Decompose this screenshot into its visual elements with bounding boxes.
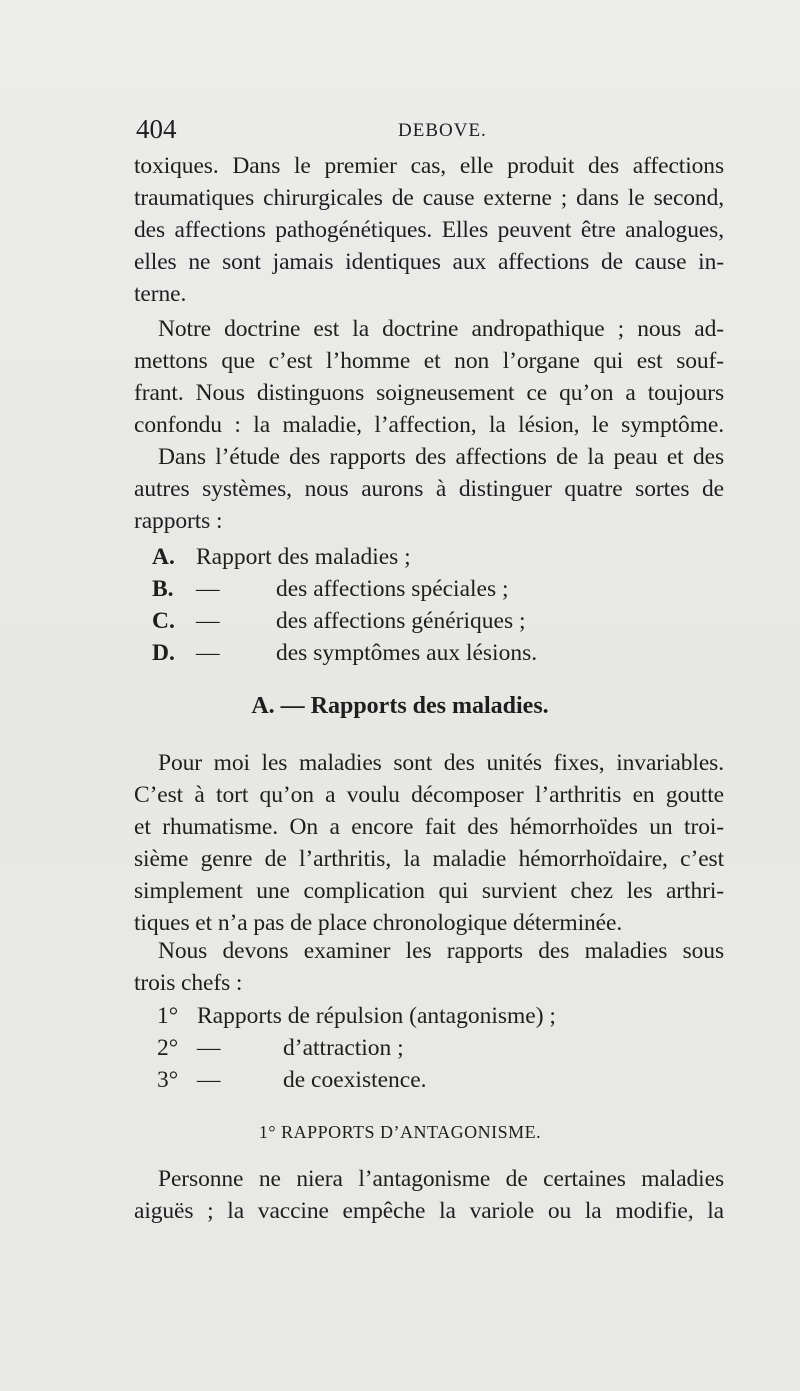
- item-text: d’attraction ;: [283, 1035, 404, 1061]
- text-line: aiguës ; la vaccine empêche la variole ou la modifie, la: [134, 1198, 724, 1224]
- text-line: Notre doctrine est la doctrine andropathique ; nous ad-: [158, 316, 724, 342]
- list-text: des symptômes aux lésions.: [276, 640, 538, 666]
- text-line: rapports :: [134, 508, 223, 534]
- item-dash: —: [197, 1035, 221, 1061]
- paragraph-6: [134, 1163, 724, 1227]
- page-header: [136, 114, 722, 150]
- paragraph-2: [134, 313, 724, 441]
- text-line: Personne ne niera l’antagonisme de certaines maladies: [158, 1166, 724, 1192]
- subsection-heading: 1° RAPPORTS D’ANTAGONISME.: [258, 1122, 542, 1142]
- list-text: Rapport des maladies ;: [196, 544, 411, 570]
- list-item-c: [152, 608, 526, 635]
- list-text: des affections spéciales ;: [276, 576, 509, 602]
- text-line: trois chefs :: [134, 970, 243, 996]
- text-line: Dans l’étude des rapports des affections de la peau et des: [158, 444, 724, 470]
- paragraph-3: [134, 441, 724, 537]
- section-heading: A. — Rapports des maladies.: [251, 693, 549, 719]
- item-number: 3°: [157, 1067, 179, 1093]
- text-line: terne.: [134, 281, 187, 307]
- list-dash: —: [196, 576, 220, 602]
- running-head: DEBOVE.: [398, 120, 487, 141]
- list-item-a: [152, 544, 411, 571]
- page-number: 404: [136, 114, 177, 144]
- list-letter: A.: [152, 544, 175, 570]
- numbered-item-1: [157, 1003, 556, 1030]
- text-line: tiques et n’a pas de place chronologique déterminée.: [134, 910, 623, 936]
- list-letter: C.: [152, 608, 175, 634]
- text-line: autres systèmes, nous aurons à distinguer quatre sortes de: [134, 476, 724, 502]
- text-line: Pour moi les maladies sont des unités fixes, invariables.: [158, 750, 724, 776]
- item-text: Rapports de répulsion (antagonisme) ;: [197, 1003, 556, 1029]
- text-line: sième genre de l’arthritis, la maladie hémorrhoïdaire, c’est: [134, 846, 724, 872]
- paragraph-1: [134, 150, 724, 310]
- text-line: toxiques. Dans le premier cas, elle produit des affections: [134, 153, 724, 179]
- text-line: mettons que c’est l’homme et non l’organe qui est souf-: [134, 348, 724, 374]
- text-line: traumatiques chirurgicales de cause externe ; dans le second,: [134, 185, 724, 211]
- text-line: elles ne sont jamais identiques aux affections de cause in-: [134, 249, 724, 275]
- text-line: frant. Nous distinguons soigneusement ce qu’on a toujours: [134, 380, 724, 406]
- list-letter: D.: [152, 640, 175, 666]
- list-item-b: [152, 576, 509, 603]
- item-dash: —: [197, 1067, 221, 1093]
- numbered-item-2: [157, 1035, 404, 1062]
- item-number: 2°: [157, 1035, 179, 1061]
- item-text: de coexistence.: [283, 1067, 427, 1093]
- text-line: simplement une complication qui survient chez les arthri-: [134, 878, 724, 904]
- text-line: confondu : la maladie, l’affection, la lésion, le symptôme.: [134, 412, 724, 438]
- list-dash: —: [196, 608, 220, 634]
- text-line: et rhumatisme. On a encore fait des hémorrhoïdes un troi-: [134, 814, 724, 840]
- item-number: 1°: [157, 1003, 179, 1029]
- text-line: C’est à tort qu’on a voulu décomposer l’arthritis en goutte: [134, 782, 724, 808]
- numbered-item-3: [157, 1067, 427, 1094]
- text-line: Nous devons examiner les rapports des maladies sous: [158, 938, 724, 964]
- paragraph-5: [134, 935, 724, 999]
- list-text: des affections génériques ;: [276, 608, 526, 634]
- list-letter: B.: [152, 576, 174, 602]
- list-item-d: [152, 640, 537, 667]
- list-dash: —: [196, 640, 220, 666]
- paragraph-4: [134, 747, 724, 939]
- text-line: des affections pathogénétiques. Elles peuvent être analogues,: [134, 217, 724, 243]
